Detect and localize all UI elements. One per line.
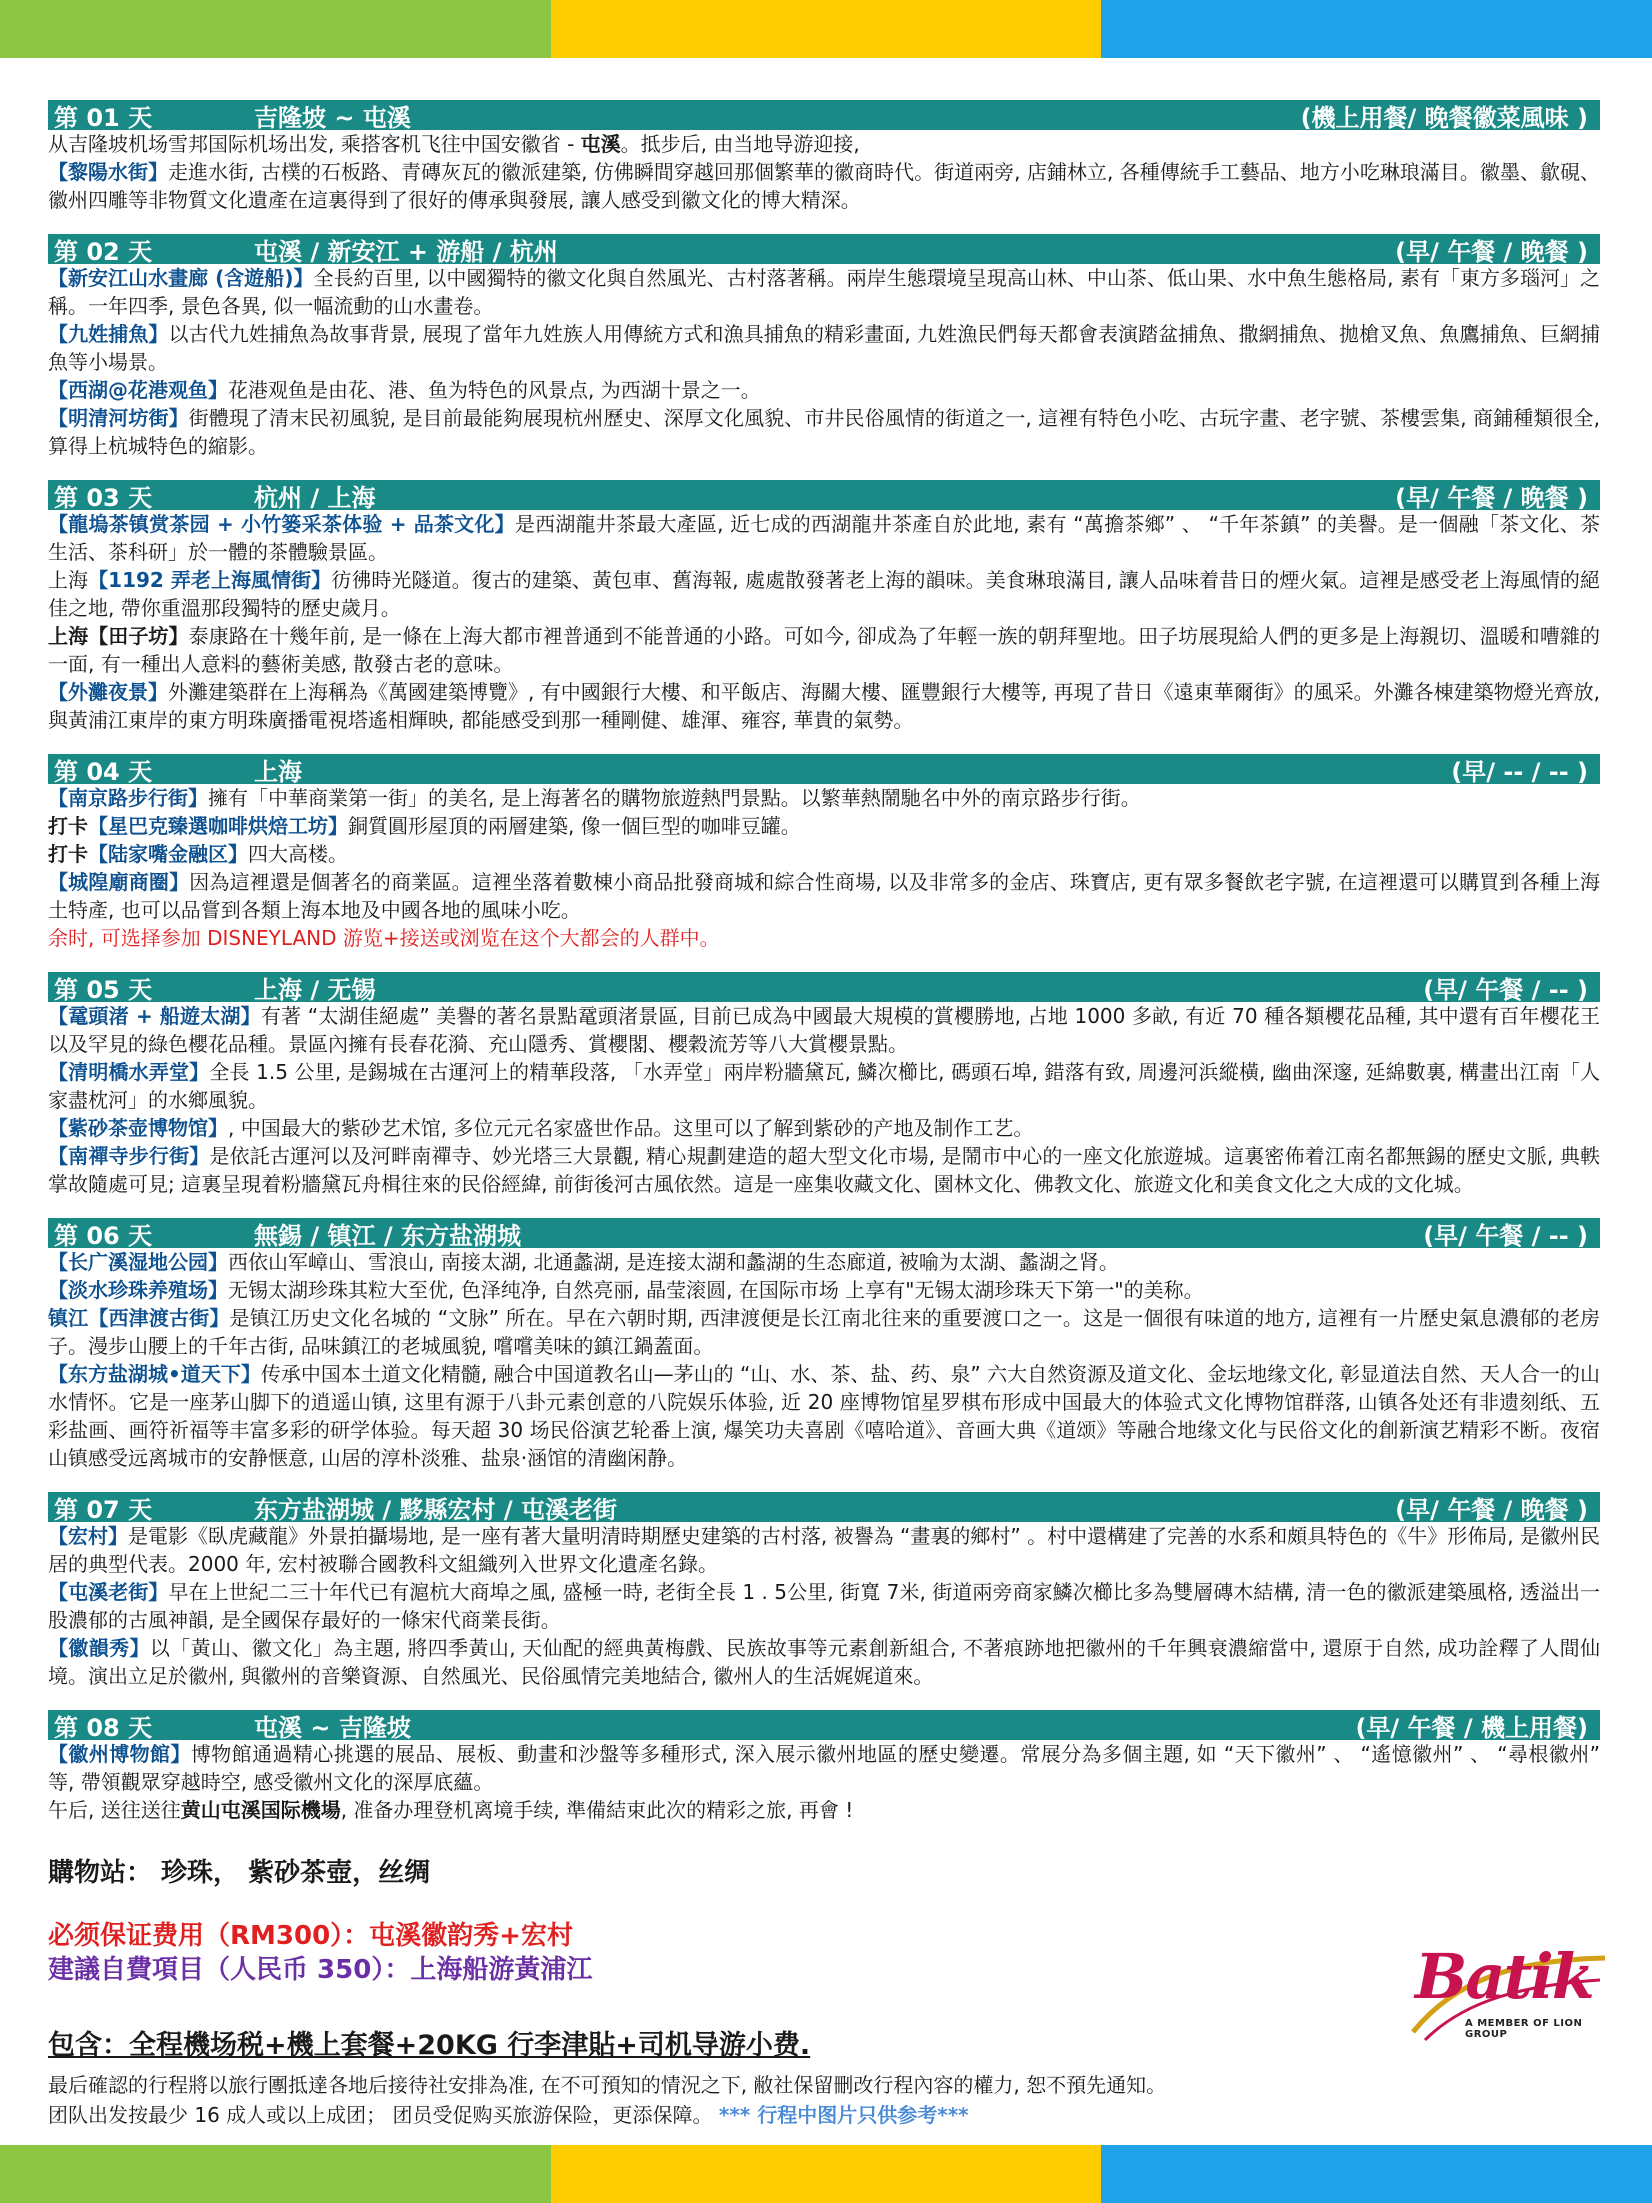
paragraph-text: 是镇江历史文化名城的 “文脉” 所在。早在六朝时期, 西津渡便是长江南北往来的重要渡口之一。这是一個很有味道的地方, 這裡有一片歷史氣息濃郁的老房子。漫步山腰上的千年古街, 品味鎮江的老城風貌, 嚐嚐美味的鎮江鍋蓋面。 — [48, 1306, 1601, 1358]
paragraph-text: 传承中国本土道文化精髓, 融合中国道教名山—茅山的 “山、水、茶、盐、药、泉” 六大自然资源及道文化、金坛地缘文化, 彰显道法自然、天人合一的山水情怀。它是一座茅山脚下的逍遥山镇, 这里有源于八卦元素创意的八院娱乐体验, 近 20 座博物馆星罗棋布形成中国最大的体验式文化博物馆群落, 山镇各处还有非遗刻纸、五彩盐画、画符祈福等丰富多彩的研学体验。每天超 30 场民俗演艺轮番上演, 爆笑功夫喜剧《嘻哈道》、音画大典《道颂》等融合地缘文化与民俗文化的創新演艺精彩不断。夜宿山镇感受远离城市的安静惬意, 山居的淳朴淡雅、盐泉·涵馆的清幽闲静。 — [48, 1362, 1600, 1470]
paragraph-text: 西依山军嶂山、雪浪山, 南接太湖, 北通蠡湖, 是连接太湖和蠡湖的生态廊道, 被喻为太湖、蠡湖之肾。 — [228, 1250, 1119, 1274]
day-route: 杭州 / 上海 — [254, 483, 376, 512]
attraction-name: 【清明橋水弄堂】 — [48, 1060, 210, 1084]
attraction-name: 【九姓捕魚】 — [48, 322, 169, 346]
attraction-name: 【宏村】 — [48, 1524, 129, 1548]
day-meals: (早/ 午餐 / -- ) — [1423, 1221, 1588, 1250]
day-route: 屯溪 ~ 吉隆坡 — [254, 1713, 411, 1742]
attraction-name: 【新安江山水畫廊 (含遊船)】 — [48, 266, 314, 290]
day-paragraph — [48, 404, 1600, 460]
day-paragraph — [48, 264, 1600, 320]
shopping-stops: 購物站： 珍珠， 紫砂茶壺，丝绸 — [48, 1858, 431, 1888]
group-note-text: 团队出发按最少 16 成人或以上成团； 团员受促购买旅游保险，更添保障。 — [48, 2103, 713, 2127]
stripe-green — [0, 2145, 551, 2203]
day-paragraph — [48, 1522, 1600, 1578]
paragraph-text: 博物館通過精心挑選的展品、展板、動畫和沙盤等多種形式, 深入展示徽州地區的歷史變遷。常展分為多個主題, 如 “天下徽州” 、 “遙憶徽州” 、 “尋根徽州” 等, 帶領觀眾穿越時空, 感受徽州文化的深厚底蘊。 — [48, 1742, 1600, 1794]
paragraph-text: 。抵步后, 由当地导游迎接, — [620, 132, 860, 156]
paragraph-text: 有著 “太湖佳絕處” 美譽的著名景點鼋頭渚景區, 目前已成為中國最大規模的賞櫻勝地, 占地 1000 多畝, 有近 70 種各類櫻花品種, 其中還有百年櫻花王以及罕見的綠色櫻花品種。景區內擁有長春花漪、充山隱秀、賞櫻閣、櫻穀流芳等八大賞櫻景點。 — [48, 1004, 1601, 1056]
day-route: 無錫 / 镇江 / 东方盐湖城 — [254, 1221, 521, 1250]
paragraph-text: 是依託古運河以及河畔南禪寺、妙光塔三大景觀, 精心規劃建造的超大型文化市場, 是鬧市中心的一座文化旅遊城。這裏密佈着江南名都無錫的歷史文脈, 典軼掌故隨處可見; 這裏呈現着粉牆黛瓦舟楫往來的民俗經緯, 前街後河古風依然。這是一座集收藏文化、園林文化、佛教文化、旅遊文化和美食文化之大成的文化城。 — [48, 1144, 1601, 1196]
day-meals: (機上用餐/ 晚餐徽菜風味 ) — [1300, 103, 1588, 132]
day-header — [48, 1710, 1600, 1740]
itinerary-content — [48, 100, 1600, 2130]
paragraph-text: , 准备办理登机离境手续, 準備結束此次的精彩之旅, 再會 ! — [340, 1798, 854, 1822]
day-label: 第 06 天 — [54, 1221, 153, 1250]
day-header — [48, 234, 1600, 264]
day-paragraph — [48, 840, 1600, 868]
day-section — [48, 972, 1600, 1198]
day-label: 第 04 天 — [54, 757, 153, 786]
day-paragraph — [48, 320, 1600, 376]
day-header — [48, 1492, 1600, 1522]
paragraph-text: 全長約百里, 以中國獨特的徽文化與自然風光、古村落著稱。兩岸生態環境呈現高山林、中山茶、低山果、水中魚生態格局, 素有「東方多瑙河」之稱。一年四季, 景色各異, 似一幅流動的山水畫卷。 — [48, 266, 1600, 318]
day-header — [48, 100, 1600, 130]
day-paragraph — [48, 784, 1600, 812]
day-paragraph — [48, 868, 1600, 924]
logo-tagline: A MEMBER OF LION GROUP — [1465, 2018, 1583, 2040]
day-paragraph — [48, 924, 1600, 952]
day-label: 第 03 天 — [54, 483, 153, 512]
attraction-name: 【外灘夜景】 — [48, 680, 169, 704]
day-label: 第 05 天 — [54, 975, 153, 1004]
day-section — [48, 100, 1600, 214]
day-label: 第 01 天 — [54, 103, 153, 132]
attraction-name: 【城隍廟商圈】 — [48, 870, 190, 894]
attraction-name: 【鼋頭渚 + 船遊太湖】 — [48, 1004, 261, 1028]
day-section — [48, 1218, 1600, 1472]
day-paragraph — [48, 622, 1600, 678]
attraction-name: 【黎陽水街】 — [48, 160, 169, 184]
day-paragraph — [48, 678, 1600, 734]
paragraph-text: 擁有「中華商業第一街」的美名, 是上海著名的購物旅遊熱門景點。以繁華熱鬧馳名中外的南京路步行街。 — [208, 786, 1141, 810]
day-paragraph — [48, 1796, 1600, 1824]
day-paragraph — [48, 158, 1600, 214]
paragraph-text: 余时, 可选择参加 DISNEYLAND 游览+接送或浏览在这个大都会的人群中。 — [48, 926, 720, 950]
group-note — [48, 2100, 1600, 2130]
stripe-green — [0, 0, 551, 58]
day-header — [48, 480, 1600, 510]
day-paragraph — [48, 812, 1600, 840]
stripe-yellow — [551, 0, 1102, 58]
paragraph-text: 上海【田子坊】 — [48, 624, 189, 648]
day-paragraph — [48, 1058, 1600, 1114]
day-label: 第 02 天 — [54, 237, 153, 266]
day-paragraph — [48, 1360, 1600, 1472]
attraction-name: 【南京路步行街】 — [48, 786, 208, 810]
day-header — [48, 1218, 1600, 1248]
day-section — [48, 754, 1600, 952]
attraction-name: 镇江 — [48, 1306, 89, 1330]
attraction-name: 【西湖@花港观鱼】 — [48, 378, 228, 402]
attraction-name: 【紫砂茶壶博物馆】 — [48, 1116, 228, 1140]
day-paragraph — [48, 1002, 1600, 1058]
day-label: 第 08 天 — [54, 1713, 153, 1742]
paragraph-text: 屯溪 — [580, 132, 621, 156]
day-header — [48, 972, 1600, 1002]
day-paragraph — [48, 1276, 1600, 1304]
paragraph-text: 是西湖龍井茶最大產區, 近七成的西湖龍井茶產自於此地, 素有 “萬擔茶鄉” 、 “千年茶鎮” 的美譽。是一個融「茶文化、茶生活、茶科研」於一體的茶體驗景區。 — [48, 512, 1600, 564]
paragraph-text: 走進水街, 古樸的石板路、青磚灰瓦的徽派建築, 仿佛瞬間穿越回那個繁華的徽商時代。街道兩旁, 店鋪林立, 各種傳統手工藝品、地方小吃琳琅滿目。徽墨、歙硯、徽州四雕等非物質文化遺產在這裏得到了很好的傳承與發展, 讓人感受到徽文化的博大精深。 — [48, 160, 1601, 212]
day-paragraph — [48, 1248, 1600, 1276]
day-route: 东方盐湖城 / 黟縣宏村 / 屯溪老街 — [254, 1495, 617, 1524]
paragraph-text: 打卡 — [48, 814, 88, 838]
day-paragraph — [48, 1304, 1600, 1360]
paragraph-text: 无锡太湖珍珠其粒大至优, 色泽纯净, 自然亮丽, 晶莹滚圆, 在国际市场 上享有"无锡太湖珍珠天下第一"的美称。 — [228, 1278, 1204, 1302]
paragraph-text: , 中国最大的紫砂艺术馆, 多位元元名家盛世作品。这里可以了解到紫砂的产地及制作工艺。 — [228, 1116, 1034, 1140]
day-paragraph — [48, 130, 1600, 158]
stripe-yellow — [551, 2145, 1102, 2203]
paragraph-text: 外灘建築群在上海稱為《萬國建築博覽》, 有中國銀行大樓、和平飯店、海關大樓、匯豐銀行大樓等, 再現了昔日《遠東華爾街》的風采。外灘各棟建築物燈光齊放, 與黃浦江東岸的東方明珠廣播電視塔遙相輝映, 都能感受到那一種剛健、雄渾、雍容, 華貴的氣勢。 — [48, 680, 1600, 732]
optional-tour: 建議自費項目（人民币 350）：上海船游黃浦江 — [48, 1955, 593, 1985]
paragraph-text: 全長 1.5 公里, 是錫城在古運河上的精華段落, 「水弄堂」兩岸粉牆黛瓦, 鱗次櫛比, 碼頭石埠, 錯落有致, 周邊河浜縱橫, 幽曲深邃, 延綿數裏, 構畫出江南「人家盡枕河」的水鄉風貌。 — [48, 1060, 1600, 1112]
top-color-stripe — [0, 0, 1652, 58]
paragraph-text: 以古代九姓捕魚為故事背景, 展現了當年九姓族人用傳統方式和漁具捕魚的精彩畫面, 九姓漁民們每天都會表演踏盆捕魚、撒網捕魚、拋槍叉魚、魚鷹捕魚、巨網捕魚等小場景。 — [48, 322, 1600, 374]
paragraph-text: 彷彿時光隧道。復古的建築、黃包車、舊海報, 處處散發著老上海的韻味。美食琳琅滿目, 讓人品味着昔日的煙火氣。這裡是感受老上海風情的絕佳之地, 帶你重溫那段獨特的歷史歲月。 — [48, 568, 1600, 620]
day-paragraph — [48, 510, 1600, 566]
day-header — [48, 754, 1600, 784]
attraction-name: 【南禪寺步行街】 — [48, 1144, 210, 1168]
paragraph-text: 午后, 送往送往 — [48, 1798, 181, 1822]
attraction-name: 【徽韻秀】 — [48, 1636, 150, 1660]
day-meals: (早/ 午餐 / 機上用餐) — [1355, 1713, 1588, 1742]
day-paragraph — [48, 1740, 1600, 1796]
paragraph-text: 从吉隆坡机场雪邦国际机场出发, 乘搭客机飞往中国安徽省 - — [48, 132, 581, 156]
package-includes: 包含：全程機场税+機上套餐+20KG 行李津貼+司机导游小费. — [48, 2030, 811, 2061]
day-section — [48, 480, 1600, 734]
paragraph-text: 是電影《臥虎藏龍》外景拍攝場地, 是一座有著大量明清時期歷史建築的古村落, 被譽為 “畫裏的鄉村” 。村中還構建了完善的水系和頗具特色的《牛》形佈局, 是徽州民居的典型代表。2000 年, 宏村被聯合國教科文組織列入世界文化遺產名錄。 — [48, 1524, 1600, 1576]
day-paragraph — [48, 1634, 1600, 1690]
attraction-name: 【西津渡古街】 — [88, 1306, 230, 1330]
day-paragraph — [48, 1578, 1600, 1634]
attraction-name: 【长广溪湿地公园】 — [48, 1250, 228, 1274]
paragraph-text: 早在上世紀二三十年代已有滬杭大商埠之風, 盛極一時, 老街全長 1 . 5公里, 街寬 7米, 街道兩旁商家鱗次櫛比多為雙層磚木結構, 清一色的徽派建築風格, 透溢出一股濃郁的古風神韻, 是全國保存最好的一條宋代商業長街。 — [48, 1580, 1601, 1632]
day-route: 上海 — [254, 757, 302, 786]
attraction-name: 【东方盐湖城•道天下】 — [48, 1362, 261, 1386]
stripe-blue — [1101, 0, 1652, 58]
paragraph-text: 上海 — [48, 568, 89, 592]
day-meals: (早/ 午餐 / -- ) — [1423, 975, 1588, 1004]
paragraph-text: 以「黃山、徽文化」為主題, 將四季黃山, 天仙配的經典黃梅戲、民族故事等元素創新組合, 不著痕跡地把徽州的千年興衰濃縮當中, 還原于自然, 成功詮釋了人間仙境。演出立足於徽州, 與徽州的音樂資源、自然風光、民俗風情完美地結合, 徽州人的生活娓娓道來。 — [48, 1636, 1601, 1688]
day-section — [48, 234, 1600, 460]
day-section — [48, 1492, 1600, 1690]
day-meals: (早/ 午餐 / 晚餐 ) — [1395, 1495, 1588, 1524]
day-paragraph — [48, 1114, 1600, 1142]
paragraph-text: 街體現了清末民初風貌, 是目前最能夠展現杭州歷史、深厚文化風貌、市井民俗風情的街道之一, 這裡有特色小吃、古玩字畫、老字號、茶樓雲集, 商鋪種類很全, 算得上杭城特色的縮影。 — [48, 406, 1600, 458]
paragraph-text: 泰康路在十幾年前, 是一條在上海大都市裡普通到不能普通的小路。可如今, 卻成為了年輕一族的朝拜聖地。田子坊展現給人們的更多是上海親切、溫暖和嘈雜的一面, 有一種出人意料的藝術美感, 散發古老的意味。 — [48, 624, 1601, 676]
attraction-name: 【屯溪老街】 — [48, 1580, 169, 1604]
attraction-name: 【龍塢茶镇赏茶园 + 小竹篓采茶体验 + 品茶文化】 — [48, 512, 515, 536]
required-fee: 必须保证费用（RM300）：屯溪徽韵秀+宏村 — [48, 1921, 573, 1951]
attraction-name: 【星巴克臻選咖啡烘焙工坊】 — [88, 814, 348, 838]
day-label: 第 07 天 — [54, 1495, 153, 1524]
day-paragraph — [48, 376, 1600, 404]
paragraph-text: 四大高楼。 — [248, 842, 348, 866]
stripe-blue — [1101, 2145, 1652, 2203]
paragraph-text: 打卡 — [48, 842, 88, 866]
day-paragraph — [48, 1142, 1600, 1198]
day-meals: (早/ 午餐 / 晚餐 ) — [1395, 237, 1588, 266]
day-route: 屯溪 / 新安江 + 游船 / 杭州 — [254, 237, 558, 266]
image-reference-note: *** 行程中图片只供参考*** — [718, 2103, 969, 2127]
day-route: 上海 / 无锡 — [254, 975, 376, 1004]
day-route: 吉隆坡 ~ 屯溪 — [254, 103, 411, 132]
day-paragraph — [48, 566, 1600, 622]
paragraph-text: 因為這裡還是個著名的商業區。這裡坐落着數棟小商品批發商城和綜合性商場, 以及非常多的金店、珠寶店, 更有眾多餐飲老字號, 在這裡還可以購買到各種上海土特產, 也可以品嘗到各類上海本地及中國各地的風味小吃。 — [48, 870, 1600, 922]
bottom-color-stripe — [0, 2145, 1652, 2203]
paragraph-text: 花港观鱼是由花、港、鱼为特色的风景点, 为西湖十景之一。 — [228, 378, 761, 402]
attraction-name: 【淡水珍珠养殖场】 — [48, 1278, 228, 1302]
attraction-name: 【徽州博物館】 — [48, 1742, 191, 1766]
disclaimer-note: 最后確認的行程將以旅行團抵達各地后接待社安排為准, 在不可預知的情況之下, 敝社保留刪改行程內容的權力, 恕不預先通知。 — [48, 2073, 1167, 2097]
day-meals: (早/ -- / -- ) — [1451, 757, 1588, 786]
day-meals: (早/ 午餐 / 晚餐 ) — [1395, 483, 1588, 512]
attraction-name: 【1192 弄老上海風情街】 — [88, 568, 332, 592]
paragraph-text: 銅質圓形屋頂的兩層建築, 像一個巨型的咖啡豆罐。 — [348, 814, 801, 838]
batik-logo — [1395, 1940, 1615, 2060]
day-section — [48, 1710, 1600, 1824]
attraction-name: 【陆家嘴金融区】 — [88, 842, 248, 866]
attraction-name: 【明清河坊街】 — [48, 406, 189, 430]
paragraph-text: 黄山屯溪国际機場 — [180, 1798, 341, 1822]
day-list — [48, 100, 1600, 1824]
logo-wordmark: Batik — [1415, 1940, 1593, 2013]
